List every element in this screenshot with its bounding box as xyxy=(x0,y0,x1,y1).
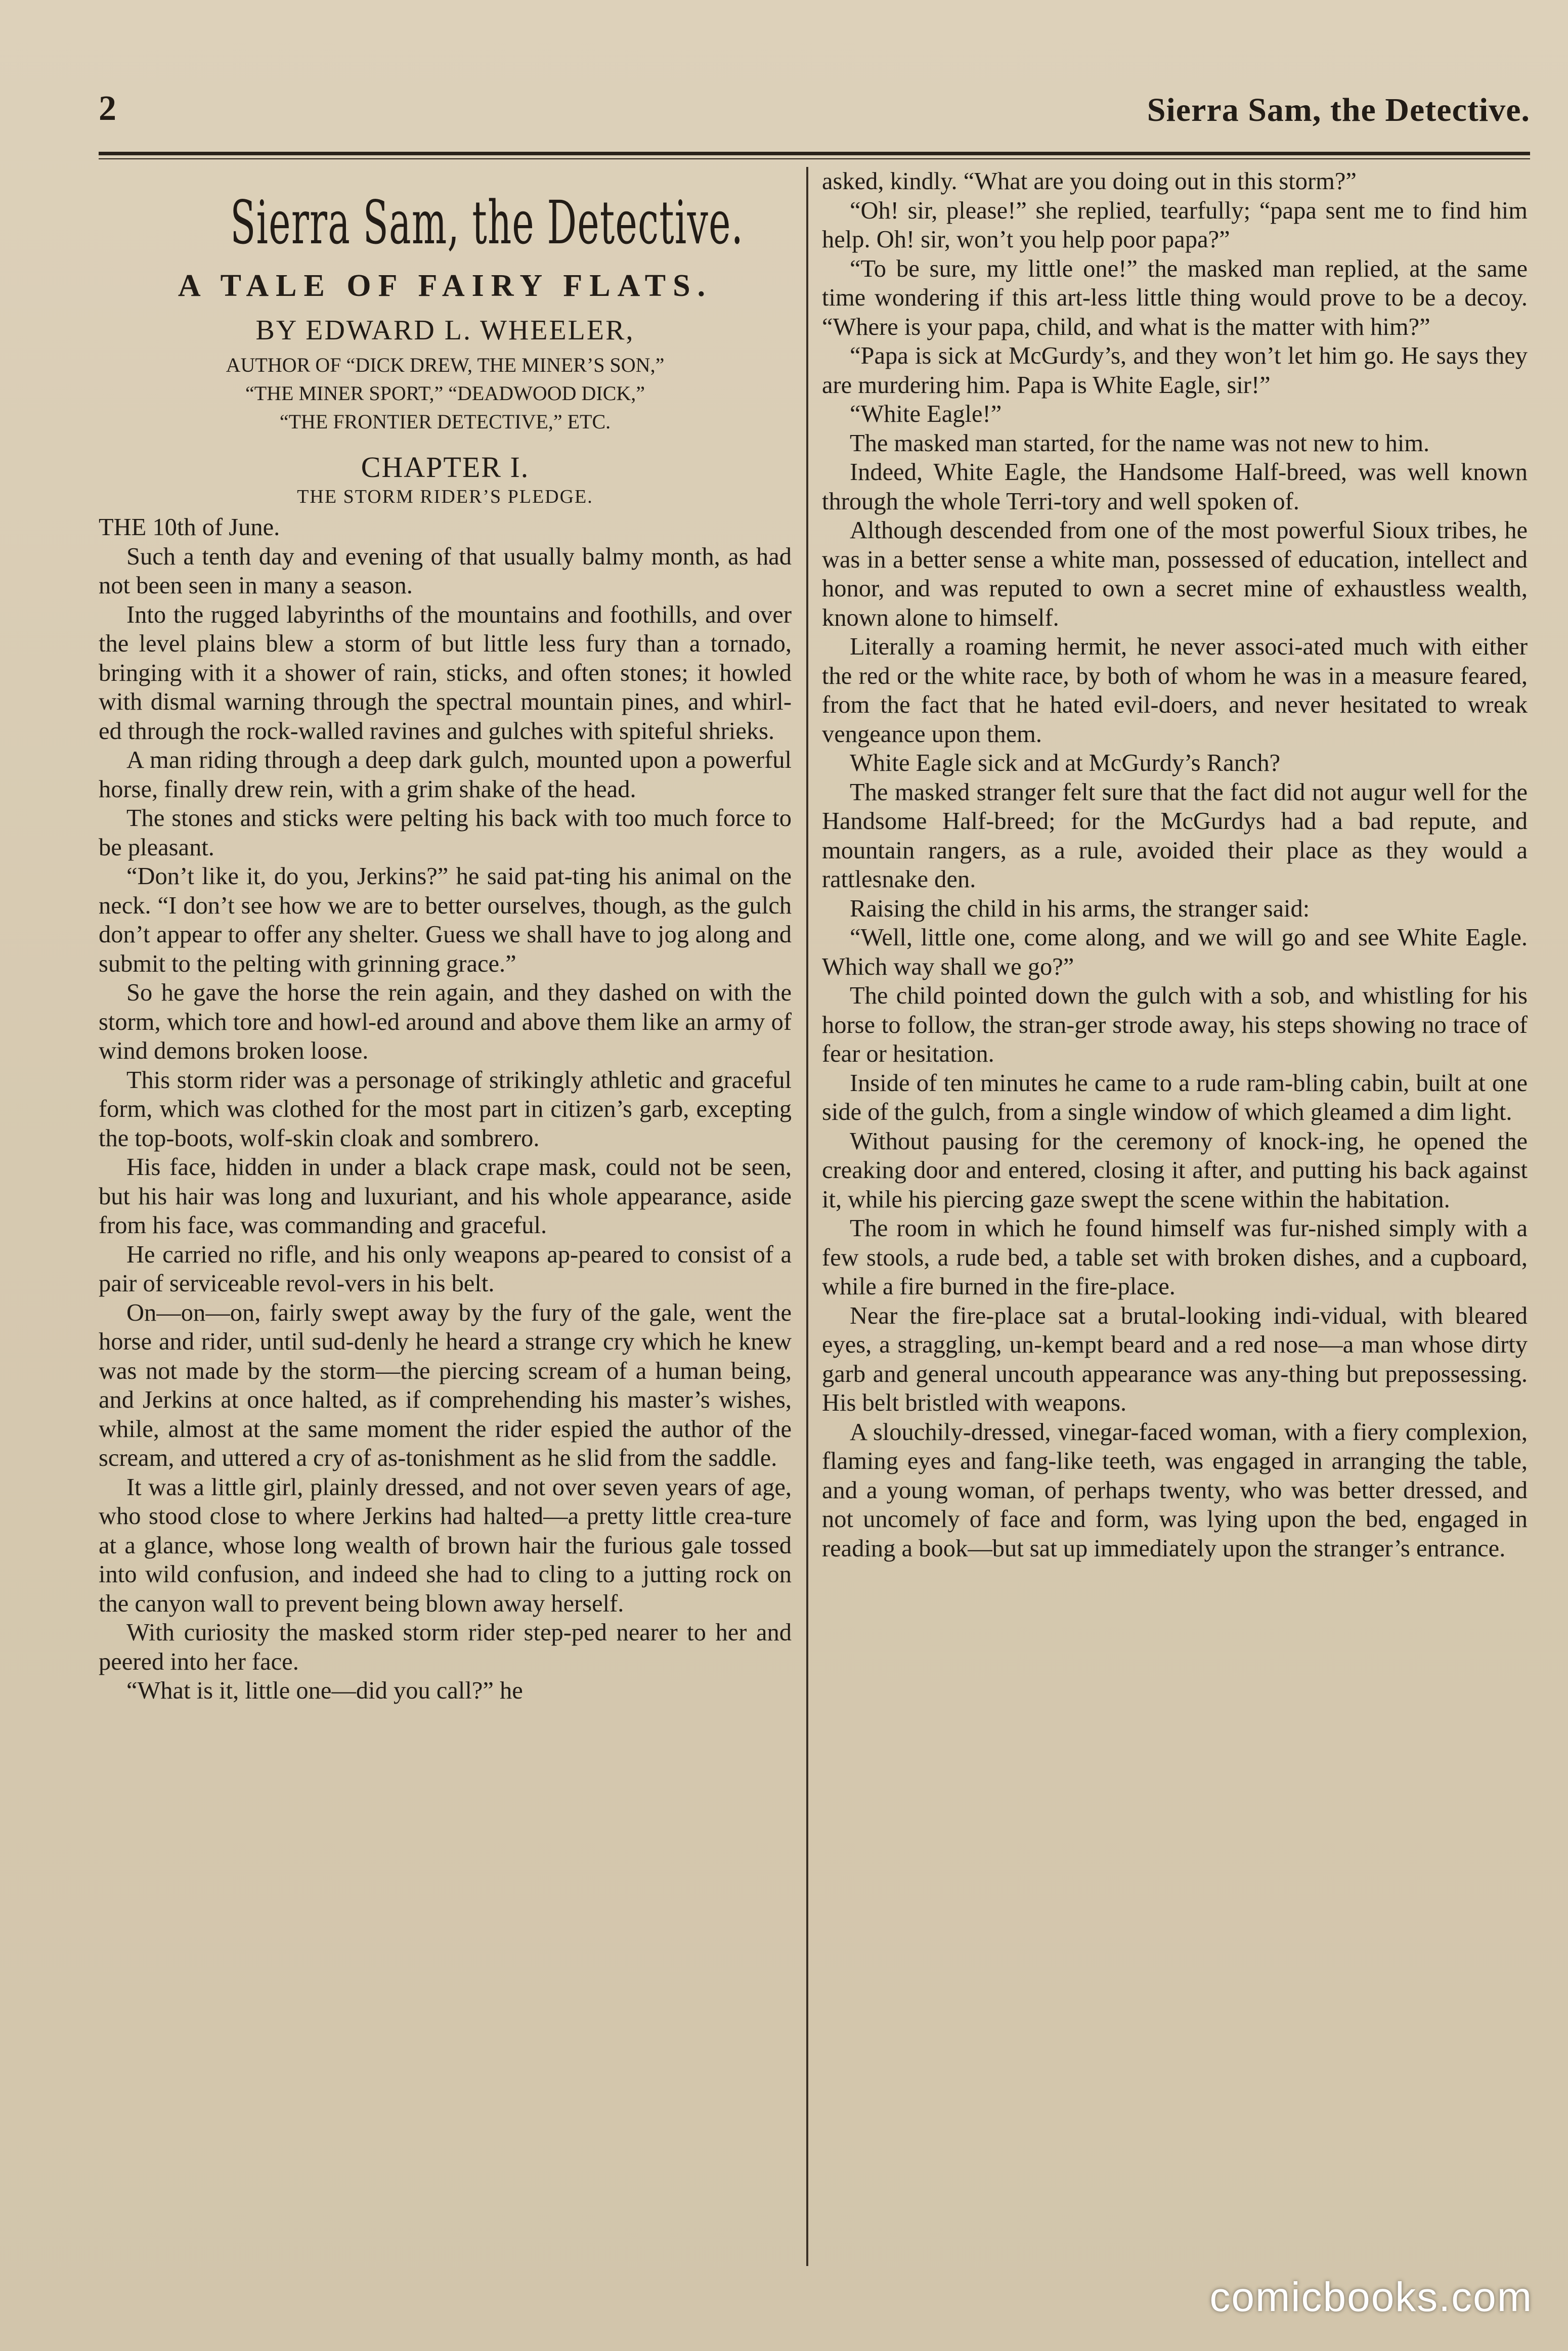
paragraph: “Don’t like it, do you, Jerkins?” he said pat-ting his animal on the neck. “I don’t see how we are to better ourselves, though, as the gulch don’t appear to offer any shelter. Guess we shall have to jog along and submit to the pelting with grinning grace.” xyxy=(99,863,792,977)
paragraph: His face, hidden in under a black crape mask, could not be seen, but his hair was long and luxuriant, and his whole appearance, aside from his face, was commanding and graceful. xyxy=(99,1154,792,1239)
paragraph: The child pointed down the gulch with a sob, and whistling for his horse to follow, the stran-ger strode away, his steps showing no trace of fear or hesitation. xyxy=(822,982,1528,1067)
page-number: 2 xyxy=(99,89,116,128)
paragraph: “To be sure, my little one!” the masked man replied, at the same time wondering if this art-less little thing would prove to be a decoy. “Where is your papa, child, and what is the matter with him?” xyxy=(822,255,1528,340)
credit-line: AUTHOR OF “DICK DREW, THE MINER’S SON,” xyxy=(226,354,665,376)
paragraph: Without pausing for the ceremony of knock-ing, he opened the creaking door and entered, closing it after, and putting his back against it, while his piercing gaze swept the scene within the habitation. xyxy=(822,1127,1528,1213)
paragraph: “Oh! sir, please!” she replied, tearfully; “papa sent me to find him help. Oh! sir, won’t you help poor papa?” xyxy=(822,197,1528,253)
paragraph: Such a tenth day and evening of that usually balmy month, as had not been seen in many a season. xyxy=(99,543,792,599)
credit-line: “THE MINER SPORT,” “DEADWOOD DICK,” xyxy=(245,382,645,405)
paragraph: So he gave the horse the rein again, and they dashed on with the storm, which tore and howl-ed around and above them like an army of wind demons broken loose. xyxy=(99,979,792,1064)
paragraph: Near the fire-place sat a brutal-looking indi-vidual, with bleared eyes, a straggling, un-kempt beard and a red nose—a man whose dirty garb and general uncouth appearance was any-thing but prepossessing. His belt bristled with weapons. xyxy=(822,1302,1528,1416)
paragraph: A slouchily-dressed, vinegar-faced woman, with a fiery complexion, flaming eyes and fang-like teeth, was engaged in arranging the table, and a young woman, of perhaps twenty, who was better dressed, and not uncomely of face and form, was lying upon the bed, engaged in reading a book—but sat up immediately upon the stranger’s entrance. xyxy=(822,1418,1528,1562)
byline: BY EDWARD L. WHEELER, xyxy=(255,315,635,346)
running-title: Sierra Sam, the Detective. xyxy=(1147,92,1530,128)
left-column xyxy=(99,167,792,2281)
paragraph: White Eagle sick and at McGurdy’s Ranch? xyxy=(850,750,1281,776)
paragraph: On—on—on, fairly swept away by the fury of the gale, went the horse and rider, until sud-denly he heard a strange cry which he knew was not made by the storm—the piercing scream of a human being, and Jerkins at once halted, as if comprehending his master’s wishes, while, almost at the same moment the rider espied the author of the scream, and uttered a cry of as-tonishment as he slid from the saddle. xyxy=(99,1299,792,1471)
paragraph: Raising the child in his arms, the stranger said: xyxy=(850,895,1310,922)
author-credits xyxy=(99,351,792,436)
column-divider xyxy=(806,167,808,2266)
header-rule xyxy=(99,152,1530,159)
paragraph: A man riding through a deep dark gulch, mounted upon a powerful horse, finally drew rein, with a grim shake of the head. xyxy=(99,747,792,803)
right-column xyxy=(822,167,1528,2281)
paragraph: The room in which he found himself was fur-nished simply with a few stools, a rude bed, a table set with broken dishes, and a cupboard, while a fire burned in the fire-place. xyxy=(822,1215,1528,1300)
story-title: Sierra Sam, the Detective. xyxy=(230,188,744,257)
paragraph: THE 10th of June. xyxy=(99,514,280,541)
chapter-title: THE STORM RIDER’S PLEDGE. xyxy=(297,486,593,507)
paragraph: Although descended from one of the most powerful Sioux tribes, he was in a better sense a white man, possessed of education, intellect and honor, and was reputed to own a secret mine of exhaustless wealth, known alone to himself. xyxy=(822,517,1528,631)
paragraph: Literally a roaming hermit, he never associ-ated much with either the red or the white race, by both of whom he was in a measure feared, from the fact that he hated evil-doers, and never hesitated to wreak vengeance upon them. xyxy=(822,633,1528,748)
running-head xyxy=(99,89,1530,137)
paragraph: The stones and sticks were pelting his back with too much force to be pleasant. xyxy=(99,805,792,861)
paragraph: asked, kindly. “What are you doing out in this storm?” xyxy=(822,168,1357,195)
paragraph: Into the rugged labyrinths of the mountains and foothills, and over the level plains blew a storm of but little less fury than a tornado, bringing with it a shower of rain, sticks, and often stones; it howled with dismal warning through the spectral mountain pines, and whirl-ed through the rock-walled ravines and gulches with spiteful shrieks. xyxy=(99,601,792,745)
watermark: comicbooks.com xyxy=(1209,2274,1533,2320)
paragraph: “Well, little one, come along, and we will go and see White Eagle. Which way shall we go?” xyxy=(822,924,1528,980)
paragraph: This storm rider was a personage of strikingly athletic and graceful form, which was clothed for the most part in citizen’s garb, excepting the top-boots, wolf-skin cloak and sombrero. xyxy=(99,1066,792,1152)
paragraph: Inside of ten minutes he came to a rude ram-bling cabin, built at one side of the gulch, from a single window of which gleamed a dim light. xyxy=(822,1069,1528,1125)
paragraph: The masked man started, for the name was not new to him. xyxy=(850,429,1430,457)
paragraph: It was a little girl, plainly dressed, and not over seven years of age, who stood close to where Jerkins had halted—a pretty little crea-ture at a glance, whose long wealth of brown hair the furious gale tossed into wild confusion, and indeed she had to cling to a jutting rock on the canyon wall to prevent being blown away herself. xyxy=(99,1473,792,1617)
story-subtitle: A TALE OF FAIRY FLATS. xyxy=(178,269,713,303)
chapter-heading: CHAPTER I. xyxy=(361,451,530,484)
paragraph: With curiosity the masked storm rider step-ped nearer to her and peered into her face. xyxy=(99,1619,792,1675)
paragraph: Indeed, White Eagle, the Handsome Half-breed, was well known through the whole Terri-tory and well spoken of. xyxy=(822,459,1528,515)
paragraph: “Papa is sick at McGurdy’s, and they won’t let him go. He says they are murdering him. Papa is White Eagle, sir!” xyxy=(822,342,1528,399)
paragraph: He carried no rifle, and his only weapons ap-peared to consist of a pair of serviceable revol-vers in his belt. xyxy=(99,1241,792,1297)
paragraph: “White Eagle!” xyxy=(850,401,1002,427)
paragraph: The masked stranger felt sure that the fact did not augur well for the Handsome Half-breed; for the McGurdys had a bad repute, and mountain rangers, as a rule, avoided their place as they would a rattlesnake den. xyxy=(822,778,1528,893)
paragraph: “What is it, little one—did you call?” he xyxy=(126,1677,523,1704)
credit-line: “THE FRONTIER DETECTIVE,” ETC. xyxy=(279,410,611,433)
